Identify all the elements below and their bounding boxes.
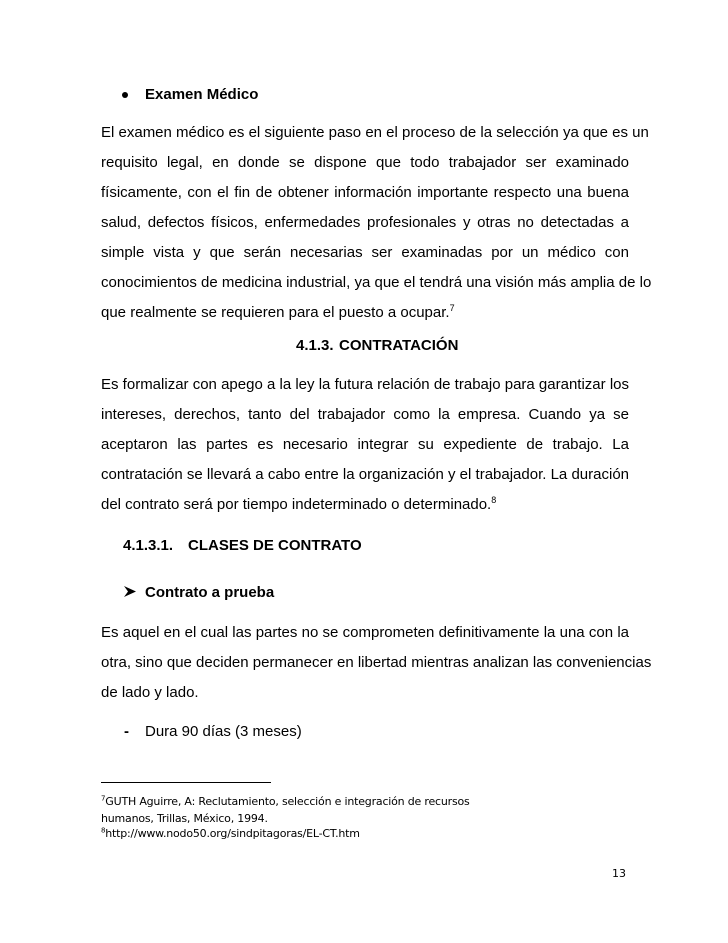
footnote-mark: 8 bbox=[101, 826, 106, 835]
paragraph-line: aceptaron las partes es necesario integrar su expediente de trabajo. La bbox=[101, 436, 629, 453]
paragraph-line: conocimientos de medicina industrial, ya que el tendrá una visión más amplia de lo bbox=[101, 274, 652, 291]
footnote-separator bbox=[101, 782, 271, 783]
footnote-mark: 7 bbox=[101, 794, 106, 803]
page-number: 13 bbox=[612, 867, 626, 880]
paragraph-line: simple vista y que serán necesarias ser examinadas por un médico con bbox=[101, 244, 629, 261]
footnote-text: GUTH Aguirre, A: Reclutamiento, selección e integración de recursos bbox=[105, 795, 470, 808]
paragraph-line: de lado y lado. bbox=[101, 684, 199, 701]
section-title: CONTRATACIÓN bbox=[339, 337, 459, 354]
paragraph-line: otra, sino que deciden permanecer en libertad mientras analizan las conveniencias bbox=[101, 654, 652, 671]
paragraph-line bbox=[101, 304, 629, 322]
list-item: Dura 90 días (3 meses) bbox=[145, 723, 302, 740]
paragraph-line bbox=[101, 496, 629, 514]
paragraph-line: físicamente, con el fin de obtener información importante respecto una buena bbox=[101, 184, 629, 201]
paragraph-text: que realmente se requieren para el puesto a ocupar. bbox=[101, 304, 450, 321]
examen-heading: Examen Médico bbox=[145, 86, 259, 103]
paragraph-line: Es aquel en el cual las partes no se comprometen definitivamente la una con la bbox=[101, 624, 629, 641]
footnote-reference: 8 bbox=[491, 495, 497, 505]
footnote-7 bbox=[101, 795, 470, 809]
paragraph-line: contratación se llevará a cabo entre la organización y el trabajador. La duración bbox=[101, 466, 629, 483]
section-number: 4.1.3. bbox=[296, 337, 334, 354]
prueba-heading: Contrato a prueba bbox=[145, 584, 275, 601]
footnote-8 bbox=[101, 827, 360, 841]
bullet-icon bbox=[122, 92, 128, 98]
paragraph-line: El examen médico es el siguiente paso en el proceso de la selección ya que es un bbox=[101, 124, 649, 141]
footnote-reference: 7 bbox=[449, 303, 455, 313]
footnote-text: http://www.nodo50.org/sindpitagoras/EL-CT.htm bbox=[105, 827, 360, 840]
arrow-bullet-icon bbox=[123, 585, 137, 598]
subsection-title: CLASES DE CONTRATO bbox=[188, 537, 362, 554]
paragraph-line: intereses, derechos, tanto del trabajador como la empresa. Cuando ya se bbox=[101, 406, 629, 423]
subsection-number: 4.1.3.1. bbox=[123, 537, 174, 554]
paragraph-text: del contrato será por tiempo indeterminado o determinado. bbox=[101, 496, 492, 513]
paragraph-line: requisito legal, en donde se dispone que todo trabajador ser examinado bbox=[101, 154, 629, 171]
dash-bullet: - bbox=[124, 723, 129, 740]
paragraph-line: Es formalizar con apego a la ley la futura relación de trabajo para garantizar los bbox=[101, 376, 629, 393]
paragraph-line: salud, defectos físicos, enfermedades profesionales y otras no detectadas a bbox=[101, 214, 629, 231]
footnote-7-continued: humanos, Trillas, México, 1994. bbox=[101, 812, 268, 825]
